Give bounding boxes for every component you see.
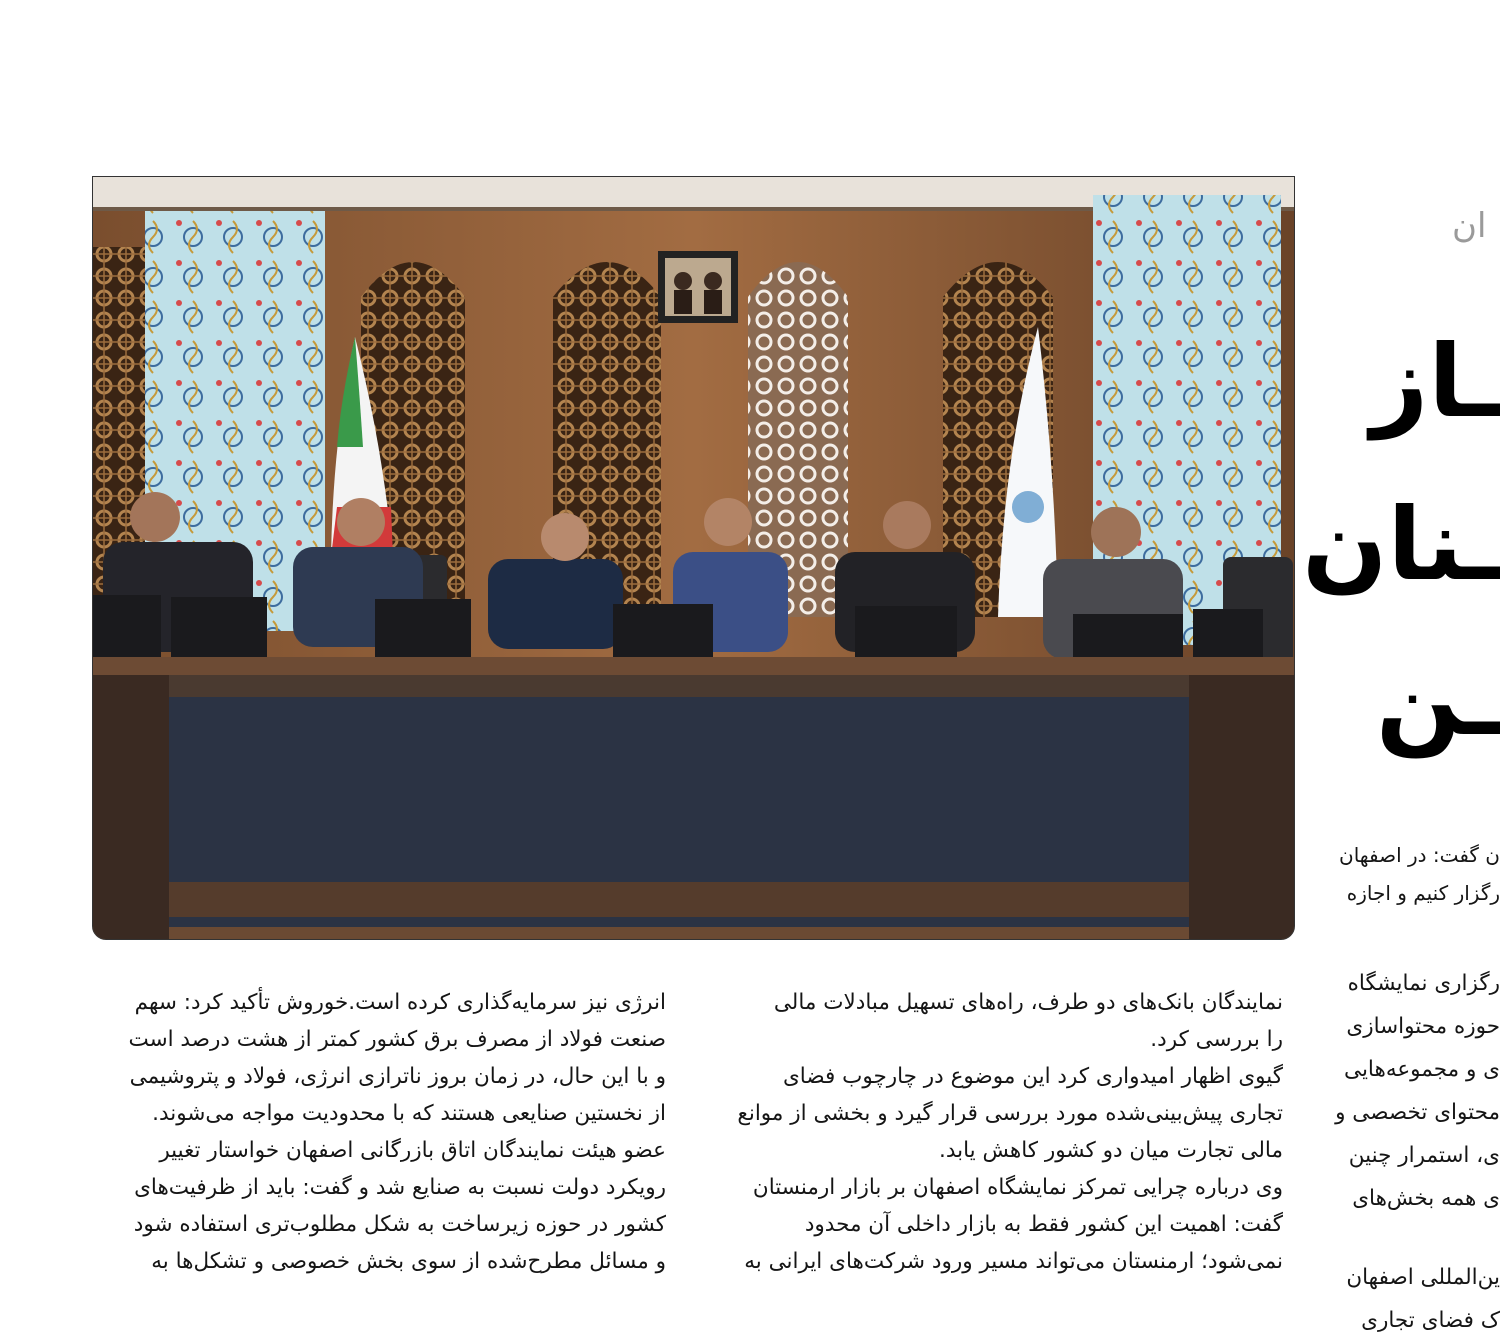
headline-line-2: ـنان — [1302, 486, 1500, 603]
column-line: رگزاری نمایشگاه — [1347, 971, 1500, 996]
meeting-photo-illustration — [93, 177, 1294, 939]
column-line: کشور در حوزه زیرساخت به شکل مطلوب‌تری استفاده شود — [133, 1212, 666, 1237]
column-line: محتوای تخصصی و — [1335, 1100, 1500, 1125]
column-line: گفت: اهمیت این کشور فقط به بازار داخلی آن محدود — [804, 1212, 1283, 1237]
intro-line: رگزار کنیم و اجازه — [1346, 881, 1500, 905]
column-line: ی همه بخش‌های — [1352, 1186, 1500, 1211]
kicker-label: ان — [1452, 206, 1487, 246]
column-line: انرژی نیز سرمایه‌گذاری کرده است.خوروش تأکید کرد: سهم — [134, 990, 666, 1015]
column-line: ی، استمرار چنین — [1348, 1143, 1500, 1168]
column-line: حوزه محتواسازی — [1346, 1014, 1500, 1039]
article-column-left — [98, 984, 666, 1280]
paragraph-gap — [1328, 1220, 1500, 1256]
column-line: و مسائل مطرح‌شده از سوی بخش خصوصی و تشکل‌ها به — [151, 1249, 666, 1274]
column-line: را بررسی کرد. — [1150, 1027, 1283, 1052]
column-line: و با این حال، در زمان بروز ناترازی انرژی، فولاد و پتروشیمی — [129, 1064, 666, 1089]
column-line: نمی‌شود؛ ارمنستان می‌تواند مسیر ورود شرکت‌های ایرانی به — [744, 1249, 1283, 1274]
headline-line-1: ـاز — [1370, 323, 1500, 440]
column-line: وی درباره چرایی تمرکز نمایشگاه اصفهان بر بازار ارمنستان — [752, 1175, 1283, 1200]
article-photo — [92, 176, 1295, 940]
column-line: از نخستین صنایعی هستند که با محدودیت مواجه می‌شوند. — [152, 1101, 666, 1126]
column-line: عضو هیئت نمایندگان اتاق بازرگانی اصفهان خواستار تغییر — [159, 1138, 666, 1163]
column-line: ک فضای تجاری — [1361, 1308, 1500, 1333]
article-column-right — [715, 984, 1283, 1280]
headline-line-3: ـن — [1375, 641, 1500, 758]
column-line: ین‌المللی اصفهان — [1346, 1265, 1500, 1290]
article-column-far-right — [1328, 962, 1500, 1342]
column-line: رویکرد دولت نسبت به صنایع شد و گفت: باید از ظرفیت‌های — [134, 1175, 666, 1200]
column-line: نمایندگان بانک‌های دو طرف، راه‌های تسهیل مبادلات مالی — [773, 990, 1283, 1015]
column-line: مالی تجارت میان دو کشور کاهش یابد. — [939, 1138, 1283, 1163]
column-line: گیوی اظهار امیدواری کرد این موضوع در چارچوب فضای — [782, 1064, 1283, 1089]
column-line: صنعت فولاد از مصرف برق کشور کمتر از هشت درصد است — [128, 1027, 666, 1052]
intro-paragraph — [1326, 836, 1500, 912]
column-line: تجاری پیش‌بینی‌شده مورد بررسی قرار گیرد و بخشی از موانع — [737, 1101, 1283, 1126]
column-line: ی و مجموعه‌هایی — [1344, 1057, 1500, 1082]
intro-line: ن گفت: در اصفهان — [1339, 843, 1500, 867]
